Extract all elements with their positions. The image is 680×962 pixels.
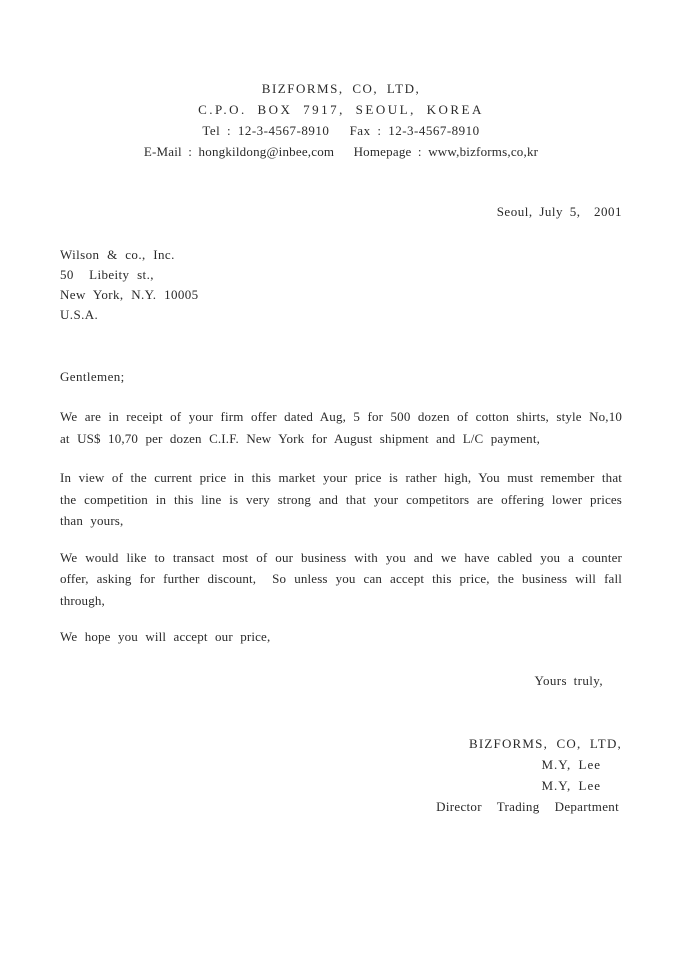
signature-company-name: BIZFORMS, CO, LTD,	[468, 735, 622, 751]
recipient-city: New York, N.Y. 10005	[60, 287, 199, 302]
recipient-country: U.S.A.	[60, 307, 99, 322]
recipient-street: 50 Libeity st.,	[60, 267, 154, 282]
date-line: Seoul, July 5, 2001	[496, 204, 622, 219]
letterhead-email-homepage: E-Mail : hongkildong@inbee,com Homepage : www,bizforms,co,kr	[143, 144, 539, 159]
body-paragraph-3: We would like to transact most of our business with you and we have cabled you a counter offer, asking for further discount, So unless you can accept this price, the business will fall through,	[60, 549, 622, 608]
signature-signed-name: M.Y, Lee	[541, 756, 601, 772]
signature-title: Director Trading Department	[436, 798, 619, 814]
complimentary-closing: Yours truly,	[534, 672, 603, 688]
salutation: Gentlemen;	[60, 369, 125, 384]
body-paragraph-1: We are in receipt of your firm offer dated Aug, 5 for 500 dozen of cotton shirts, style No,10 at US$ 10,70 per dozen C.I.F. New York for August shipment and L/C payment,	[60, 409, 622, 446]
body-paragraph-4: We hope you will accept our price,	[60, 629, 271, 644]
letterhead-tel-fax: Tel : 12-3-4567-8910 Fax : 12-3-4567-8910	[202, 123, 480, 138]
recipient-company: Wilson & co., Inc.	[60, 247, 175, 262]
letterhead-address: C.P.O. BOX 7917, SEOUL, KOREA	[198, 102, 484, 117]
recipient-address-block	[60, 245, 622, 325]
body-paragraph-2: In view of the current price in this market your price is rather high, You must remember that the competition in this line is very strong and that your competitors are offering lower prices than yours,	[60, 470, 622, 528]
letterhead	[60, 78, 622, 162]
signature-printed-name: M.Y, Lee	[541, 777, 601, 793]
signature-block	[60, 733, 622, 817]
letterhead-company-name: BIZFORMS, CO, LTD,	[261, 81, 421, 96]
